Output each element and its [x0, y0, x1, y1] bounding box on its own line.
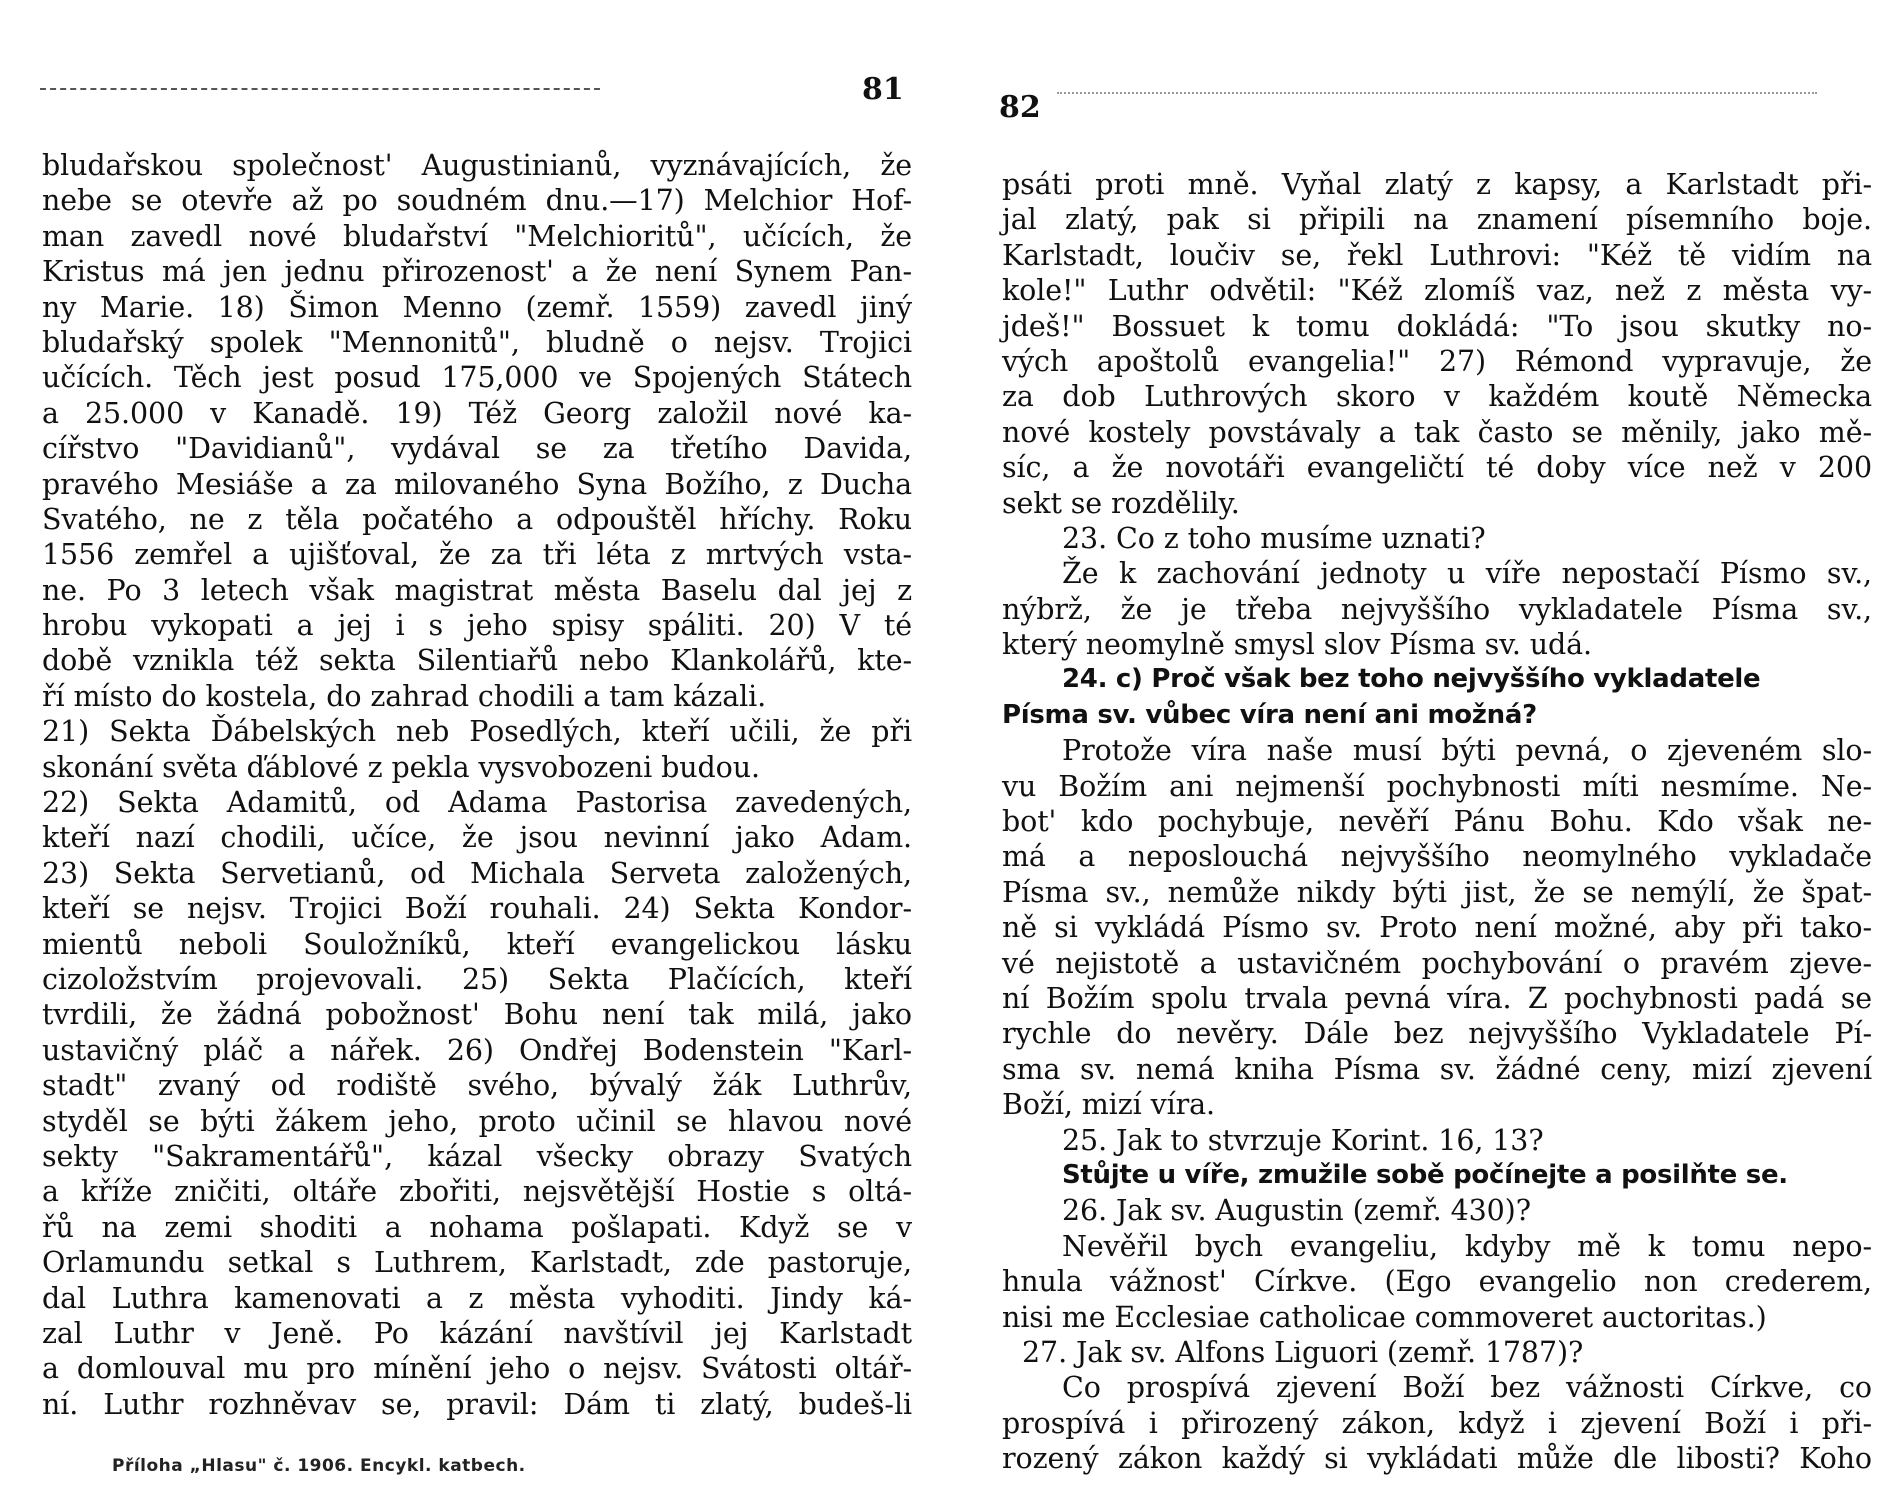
text-line: sekt se rozdělily. [1002, 486, 1240, 520]
text-line: hnula vážnost' Církve. (Ego evangelio non crederem, [1002, 1265, 1872, 1299]
text-line: bot' kdo pochybuje, nevěří Pánu Bohu. Kdo však ne- [1002, 805, 1872, 839]
text-line: vých apoštolů evangelia!" 27) Rémond vypravuje, že [1002, 344, 1872, 378]
text-line: době vznikla též sekta Silentiařů nebo Klankolářů, kte- [42, 644, 912, 678]
text-line: nýbrž, že je třeba nejvyššího vykladatele Písma sv., [1002, 592, 1872, 626]
text-line: ustavičný pláč a nářek. 26) Ondřej Bodenstein "Karl- [42, 1033, 912, 1067]
text-line: síc, a že novotáři evangeličtí té doby více než v 200 [1002, 451, 1872, 485]
text-line: Orlamundu setkal s Luthrem, Karlstadt, zde pastoruje, [42, 1246, 912, 1280]
page-footer: Příloha „Hlasu" č. 1906. Encykl. katbech. [112, 1456, 526, 1476]
text-line: 21) Sekta Ďábelských neb Posedlých, kteří učili, že při [42, 715, 912, 749]
text-line: cířstvo "Davidianů", vydával se za třetího Davida, [42, 432, 912, 466]
text-line: učících. Těch jest posud 175,000 ve Spojených Státech [42, 361, 912, 395]
text-line: dal Luthra kamenovati a z města vyhoditi. Jindy ká- [42, 1281, 912, 1315]
text-line: kteří se nejsv. Trojici Boží rouhali. 24) Sekta Kondor- [42, 892, 912, 926]
text-line: má a neposlouchá nejvyššího neomylného vykladače [1002, 840, 1872, 874]
text-line: cizoložstvím projevovali. 25) Sekta Plačících, kteří [42, 962, 912, 996]
text-line: ně si vykládá Písmo sv. Proto není možné, aby při tako- [1002, 911, 1872, 945]
text-line: pravého Mesiáše a za milovaného Syna Božího, z Ducha [42, 467, 912, 501]
text-line: řů na zemi shoditi a nohama pošlapati. Když se v [42, 1210, 912, 1244]
text-line: mientů neboli Souložníků, kteří evangelickou lásku [42, 927, 912, 961]
right-page-text [1002, 167, 1872, 1476]
text-line: Svatého, ne z těla počatého a odpouštěl hříchy. Roku [42, 502, 912, 536]
page-number-left: 81 [862, 72, 904, 107]
text-line: 27. Jak sv. Alfons Liguori (zemř. 1787)? [1022, 1335, 1584, 1369]
text-line: rozený zákon každý si vykládati může dle libosti? Koho [1002, 1442, 1872, 1476]
text-line: 25. Jak to stvrzuje Korint. 16, 13? [1062, 1123, 1544, 1157]
text-line: nové kostely povstávaly a tak často se měnily, jako mě- [1002, 415, 1872, 449]
text-line: Boží, mizí víra. [1002, 1088, 1215, 1122]
text-line: psáti proti mně. Vyňal zlatý z kapsy, a Karlstadt při- [1002, 168, 1872, 201]
text-line: nisi me Ecclesiae catholicae commoveret auctoritas.) [1002, 1300, 1767, 1334]
text-line: man zavedl nové bludařství "Melchioritů", učících, že [42, 219, 912, 253]
text-line: 23) Sekta Servetianů, od Michala Serveta založených, [42, 856, 912, 890]
text-line: ní. Luthr rozhněvav se, pravil: Dám ti zlatý, budeš-li [42, 1387, 912, 1421]
text-line: Písma sv., nemůže nikdy býti jist, že se nemýlí, že špat- [1002, 875, 1872, 909]
text-line: ní Božím spolu trvala pevná víra. Z pochybnosti padá se [1002, 981, 1872, 1015]
text-line: a domlouval mu pro mínění jeho o nejsv. Svátosti oltář- [42, 1352, 912, 1386]
text-line: ny Marie. 18) Šimon Menno (zemř. 1559) zavedl jiný [42, 290, 912, 324]
left-page-text [42, 148, 912, 1422]
text-line: 26. Jak sv. Augustin (zemř. 430)? [1062, 1194, 1531, 1228]
text-line: 22) Sekta Adamitů, od Adama Pastorisa zavedených, [42, 786, 912, 820]
text-line: 23. Co z toho musíme uznati? [1062, 521, 1486, 555]
text-line: Že k zachování jednoty u víře nepostačí Písmo sv., [1062, 557, 1872, 591]
text-line: stadt" zvaný od rodiště svého, bývalý žák Luthrův, [42, 1069, 912, 1103]
top-rule-left [40, 88, 600, 90]
text-line: vé nejistotě a ustavičném pochybování o pravém zjeve- [1002, 946, 1872, 980]
page-number-right: 82 [999, 90, 1041, 125]
text-line: 1556 zemřel a ujišťoval, že za tři léta z mrtvých vsta- [42, 538, 912, 572]
bold-text-line: Písma sv. vůbec víra není ani možná? [1002, 699, 1537, 730]
text-line: rychle do nevěry. Dále bez nejvyššího Vykladatele Pí- [1002, 1017, 1872, 1051]
text-line: sekty "Sakramentářů", kázal všecky obrazy Svatých [42, 1139, 912, 1173]
text-line: Protože víra naše musí býti pevná, o zjeveném slo- [1062, 734, 1872, 768]
text-line: skonání světa ďáblové z pekla vysvobozeni budou. [42, 750, 760, 784]
text-line: a kříže zničiti, oltáře zbořiti, nejsvětější Hostie s oltá- [42, 1175, 912, 1209]
text-line: vu Božím ani nejmenší pochybnosti míti nesmíme. Ne- [1002, 769, 1872, 803]
text-line: bludařský spolek "Mennonitů", bludně o nejsv. Trojici [42, 325, 912, 359]
text-line: jal zlatý, pak si připili na znamení písemního boje. [1002, 203, 1872, 237]
bold-text-line: Stůjte u víře, zmužile sobě počínejte a posilňte se. [1062, 1159, 1788, 1190]
text-line: prospívá i přirozený zákon, když i zjevení Boží i při- [1002, 1406, 1872, 1440]
text-line: Karlstadt, loučiv se, řekl Luthrovi: "Kéž tě vidím na [1002, 238, 1872, 272]
text-line: bludařskou společnost' Augustinianů, vyznávajících, že [42, 149, 912, 182]
text-line: tvrdili, že žádná pobožnost' Bohu není tak milá, jako [42, 998, 912, 1032]
text-line: za dob Luthrových skoro v každém koutě Německa [1002, 380, 1872, 414]
text-line: Kristus má jen jednu přirozenost' a že není Synem Pan- [42, 255, 912, 289]
text-line: kteří nazí chodili, učíce, že jsou nevinní jako Adam. [42, 821, 912, 855]
text-line: zal Luthr v Jeně. Po kázání navštívil jej Karlstadt [42, 1316, 912, 1350]
text-line: ne. Po 3 letech však magistrat města Baselu dal jej z [42, 573, 912, 607]
text-line: který neomylně smysl slov Písma sv. udá. [1002, 628, 1592, 662]
text-line: hrobu vykopati a jej i s jeho spisy spáliti. 20) V té [42, 609, 912, 643]
bold-text-line: 24. c) Proč však bez toho nejvyššího vykladatele [1062, 664, 1761, 695]
top-rule-right [1057, 92, 1817, 94]
text-line: sma sv. nemá kniha Písma sv. žádné ceny, mizí zjevení [1002, 1052, 1872, 1086]
right-page [947, 0, 1894, 1500]
text-line: ří místo do kostela, do zahrad chodili a tam kázali. [42, 679, 767, 713]
text-line: jdeš!" Bossuet k tomu dokládá: "To jsou skutky no- [1002, 309, 1872, 343]
text-line: nebe se otevře až po soudném dnu.—17) Melchior Hof- [42, 184, 912, 218]
text-line: a 25.000 v Kanadě. 19) Též Georg založil nové ka- [42, 396, 912, 430]
text-line: Co prospívá zjevení Boží bez vážnosti Církve, co [1062, 1371, 1872, 1405]
text-line: Nevěřil bych evangeliu, kdyby mě k tomu nepo- [1062, 1229, 1872, 1263]
text-line: styděl se býti žákem jeho, proto učinil se hlavou nové [42, 1104, 912, 1138]
text-line: kole!" Luthr odvětil: "Kéž zlomíš vaz, než z města vy- [1002, 274, 1872, 308]
